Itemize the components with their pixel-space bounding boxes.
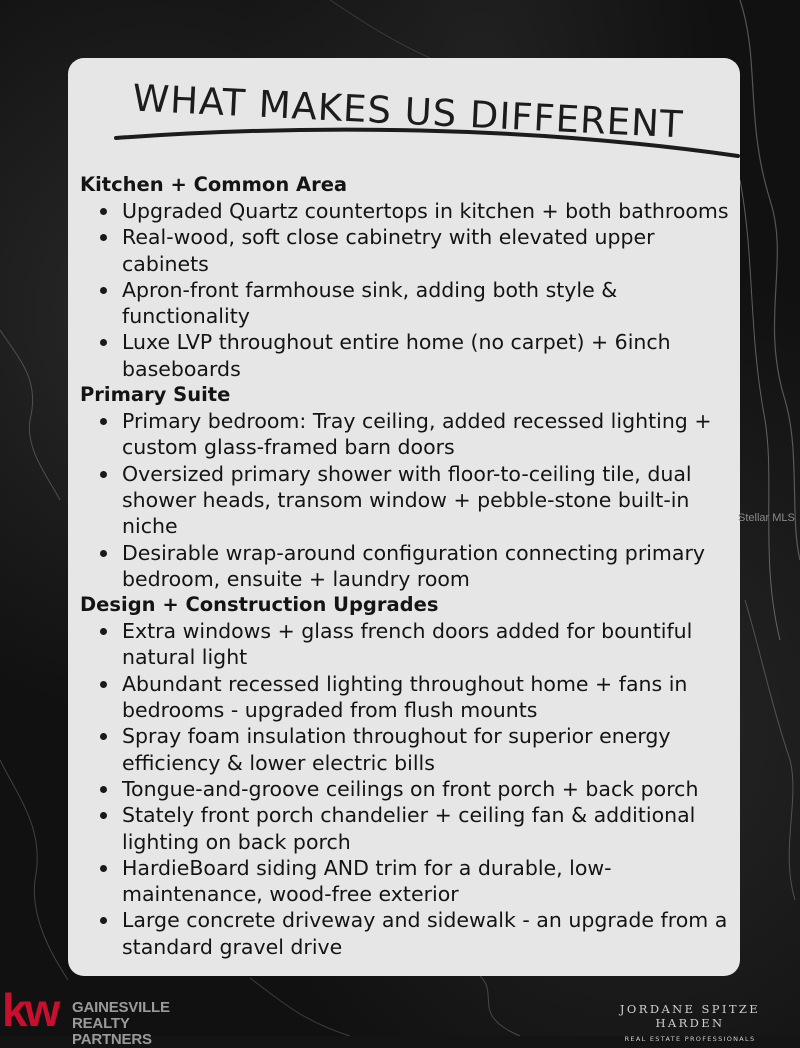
- list-item: Desirable wrap-around configuration connecting primary bedroom, ensuite + laundry room: [122, 540, 732, 593]
- list-item: Spray foam insulation throughout for superior energy efficiency & lower electric bills: [122, 723, 682, 776]
- features-content: [80, 172, 740, 960]
- list-item: HardieBoard siding AND trim for a durable, low-maintenance, wood-free exterior: [122, 855, 637, 908]
- list-item: Primary bedroom: Tray ceiling, added recessed lighting + custom glass-framed barn doors: [122, 408, 722, 461]
- list-item: Apron-front farmhouse sink, adding both style & functionality: [122, 277, 632, 330]
- feature-list: [80, 618, 740, 960]
- feature-list: [80, 198, 740, 382]
- info-card: [68, 58, 740, 976]
- kw-brokerage-name: [72, 1000, 212, 1048]
- list-item: Oversized primary shower with floor-to-ceiling tile, dual shower heads, transom window + pebble-stone built-in niche: [122, 461, 707, 540]
- list-item: Large concrete driveway and sidewalk - an upgrade from a standard gravel drive: [122, 907, 732, 960]
- list-item: Upgraded Quartz countertops in kitchen + both bathrooms: [122, 198, 740, 224]
- list-item: Stately front porch chandelier + ceiling fan & additional lighting on back porch: [122, 802, 722, 855]
- section-heading: Design + Construction Upgrades: [80, 593, 439, 617]
- list-item: Luxe LVP throughout entire home (no carpet) + 6inch baseboards: [122, 329, 682, 382]
- kw-line-1: GAINESVILLE: [72, 999, 170, 1016]
- kw-logo: [2, 984, 212, 1048]
- list-item: Extra windows + glass french doors added for bountiful natural light: [122, 618, 712, 671]
- list-item: Abundant recessed lighting throughout home + fans in bedrooms - upgraded from flush mounts: [122, 671, 702, 724]
- team-subtitle: REAL ESTATE PROFESSIONALS: [624, 1035, 756, 1043]
- section-design-construction: [80, 592, 740, 960]
- kw-mark: kw: [2, 984, 58, 1036]
- list-item: Tongue-and-groove ceilings on front porch + back porch: [122, 776, 722, 802]
- title-underline: [108, 120, 748, 160]
- kw-line-2: REALTY PARTNERS: [72, 1015, 152, 1048]
- feature-list: [80, 408, 740, 592]
- team-name: JORDANE SPITZE HARDEN: [619, 1002, 761, 1030]
- section-primary-suite: [80, 382, 740, 592]
- page-title: WHAT MAKES US DIFFERENT: [131, 76, 685, 147]
- list-item: Real-wood, soft close cabinetry with elevated upper cabinets: [122, 224, 682, 277]
- section-heading: Kitchen + Common Area: [80, 173, 348, 196]
- section-kitchen: [80, 172, 740, 382]
- mls-watermark: Stellar MLS: [738, 512, 795, 524]
- team-logo: [585, 1002, 795, 1043]
- section-heading: Primary Suite: [80, 383, 231, 407]
- title-block: [68, 58, 740, 168]
